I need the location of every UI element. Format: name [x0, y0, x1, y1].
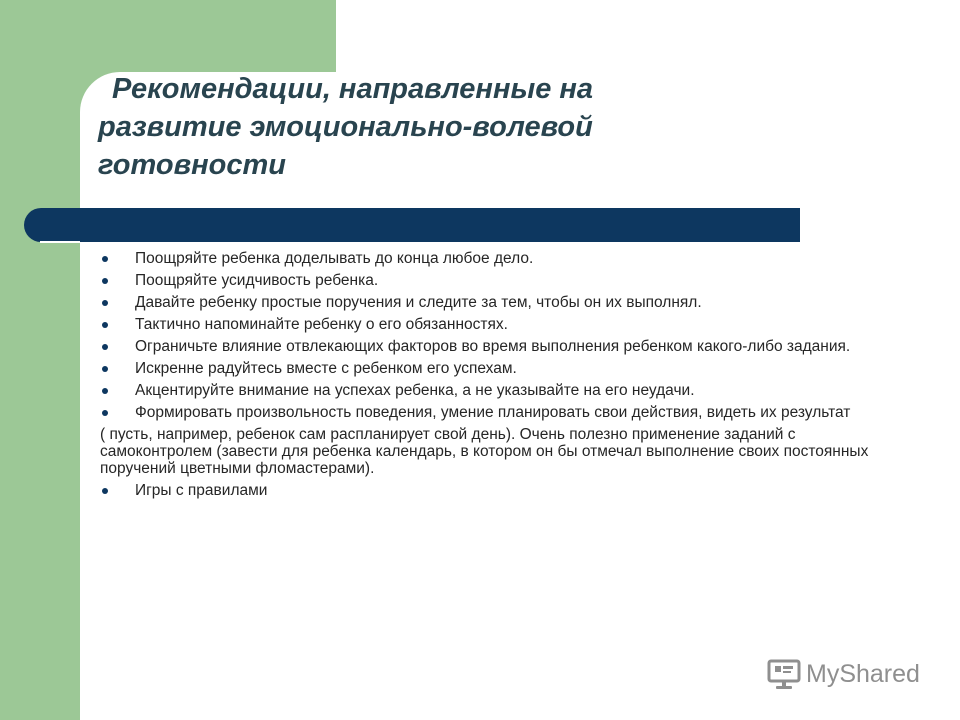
title-line: развитие эмоционально-волевой — [98, 111, 593, 143]
bullet-dot-icon — [102, 300, 108, 306]
bullet-dot-icon — [102, 344, 108, 350]
bullet-dot-icon — [102, 366, 108, 372]
list-item — [100, 316, 900, 333]
list-item-text: Поощряйте ребенка доделывать до конца любое дело. — [135, 250, 534, 267]
title-bar-gap — [40, 241, 80, 243]
list-item — [100, 338, 900, 355]
title-line: Рекомендации, направленные на — [112, 73, 594, 105]
watermark-logo[interactable] — [766, 656, 920, 692]
projector-screen-icon — [766, 656, 802, 692]
list-item — [100, 382, 900, 399]
bullet-dot-icon — [102, 488, 108, 494]
list-item — [100, 294, 900, 311]
list-item-text: Давайте ребенку простые поручения и следите за тем, чтобы он их выполнял. — [135, 294, 702, 311]
list-item-text: Формировать произвольность поведения, умение планировать свои действия, видеть их результат — [135, 404, 851, 421]
bullet-dot-icon — [102, 410, 108, 416]
list-item — [100, 272, 900, 289]
list-item-text: Акцентируйте внимание на успехах ребенка, а не указывайте на его неудачи. — [135, 382, 695, 399]
list-item-text: Тактично напоминайте ребенку о его обязанностях. — [135, 316, 508, 333]
list-item-text: Поощряйте усидчивость ребенка. — [135, 272, 379, 289]
title-line: готовности — [98, 149, 286, 181]
bullet-dot-icon — [102, 388, 108, 394]
bullet-dot-icon — [102, 256, 108, 262]
list-item-text: Игры с правилами — [135, 482, 268, 499]
bullet-list — [100, 250, 900, 504]
bullet-dot-icon — [102, 322, 108, 328]
list-item — [100, 482, 900, 499]
slide-title — [98, 70, 818, 184]
watermark-text: MyShared — [806, 659, 920, 688]
list-item — [100, 360, 900, 377]
list-item-text: Искренне радуйтесь вместе с ребенком его успехам. — [135, 360, 517, 377]
title-underline-bar — [24, 208, 800, 242]
continuation-paragraph: ( пусть, например, ребенок сам распланирует свой день). Очень полезно применение заданий с самоконтролем (завести для ребенка календарь, в котором он бы отмечал выполнение своих постоянных поручений цветными фломастерами). — [100, 426, 869, 477]
list-item-text: Ограничьте влияние отвлекающих факторов во время выполнения ребенком какого-либо задания. — [135, 338, 851, 355]
list-item — [100, 404, 900, 421]
list-item — [100, 250, 900, 267]
bullet-dot-icon — [102, 278, 108, 284]
